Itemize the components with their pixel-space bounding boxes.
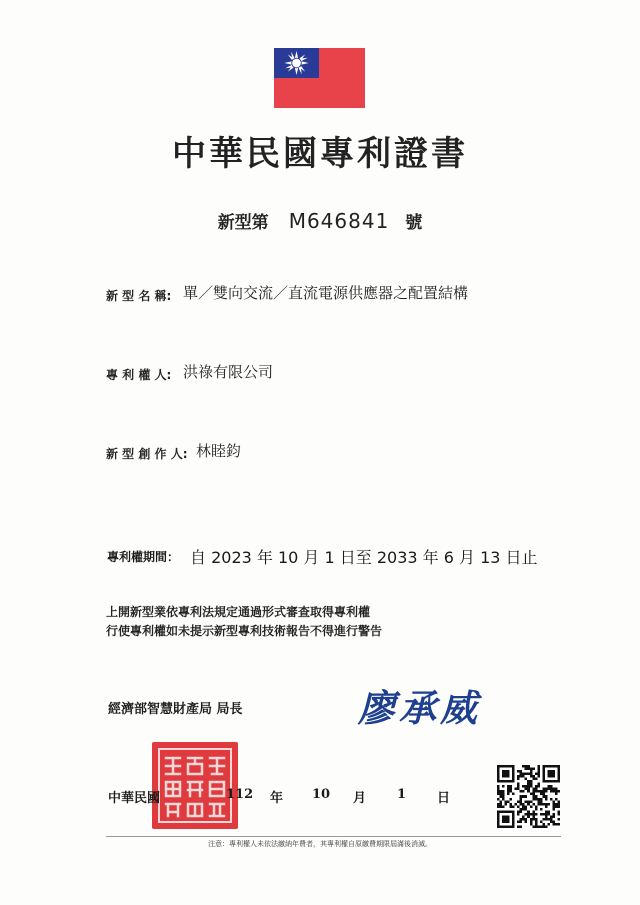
official-seal — [152, 742, 238, 829]
issue-year: 112 — [226, 787, 254, 802]
issue-day: 1 — [397, 787, 407, 802]
qr-code-icon — [497, 765, 560, 828]
field-label-name: 新 型 名 稱: — [106, 289, 172, 303]
seal-glyphs-icon — [160, 750, 230, 821]
issue-year-unit: 年 — [270, 791, 284, 806]
issue-era: 中華民國 — [108, 791, 161, 806]
director-signature: 廖承威 — [358, 686, 481, 730]
seal-border — [158, 748, 232, 823]
field-label-patentee: 專 利 權 人: — [106, 368, 172, 382]
number-suffix: 號 — [405, 213, 423, 233]
notice-line-2: 行使專利權如未提示新型專利技術報告不得進行警告 — [106, 624, 383, 638]
certificate-number-line — [0, 208, 640, 233]
issue-month: 10 — [312, 787, 331, 802]
patent-number: M646841 — [288, 209, 390, 233]
flag-canton — [274, 48, 319, 78]
issue-day-unit: 日 — [437, 791, 451, 806]
national-flag — [274, 48, 365, 108]
qr-code-graphic — [497, 765, 560, 828]
certificate-title: 中華民國專利證書 — [172, 134, 468, 174]
number-prefix: 新型第 — [217, 213, 269, 233]
issue-month-unit: 月 — [353, 791, 367, 806]
field-value-patentee: 洪祿有限公司 — [183, 363, 274, 381]
field-label-creator: 新 型 創 作 人: — [106, 447, 188, 461]
term-label: 專利權期間： — [107, 550, 180, 564]
sun-icon — [282, 50, 311, 76]
field-value-creator: 林睦鈞 — [196, 442, 242, 460]
footer-divider — [106, 836, 561, 837]
notice-line-1: 上開新型業依專利法規定通過形式審查取得專利權 — [106, 605, 371, 619]
footnote: 注意：專利權人未依法繳納年費者，其專利權自原繳費期限屆滿後消滅。 — [208, 840, 432, 848]
field-value-name: 單／雙向交流／直流電源供應器之配置結構 — [183, 284, 469, 302]
term-value: 自 2023 年 10 月 1 日至 2033 年 6 月 13 日止 — [190, 548, 538, 567]
authority-title: 經濟部智慧財產局 局長 — [108, 702, 243, 717]
